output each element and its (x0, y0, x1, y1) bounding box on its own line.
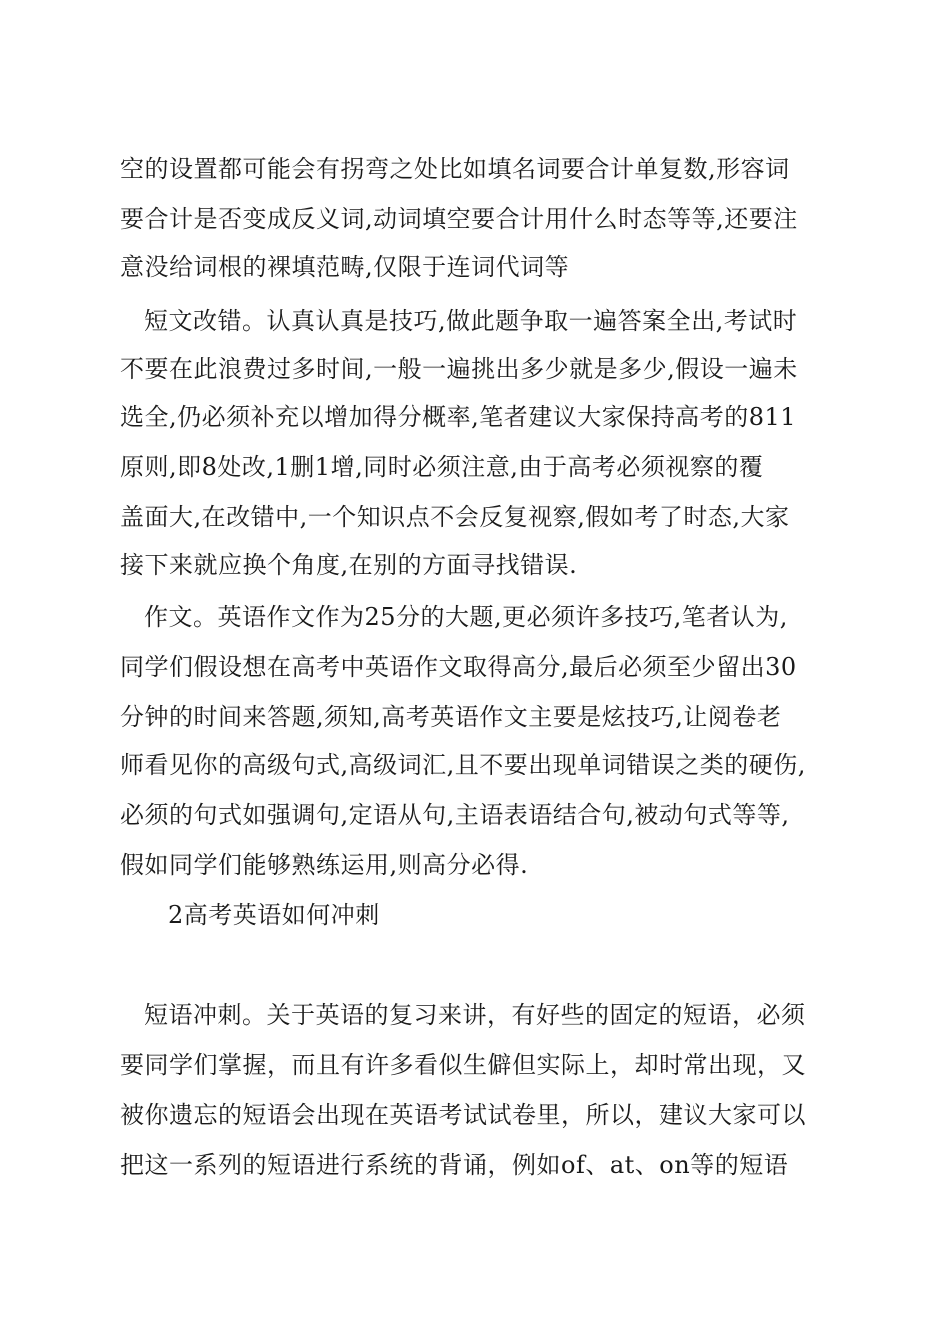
paragraph-start-line: 短文改错。认真认真是技巧,做此题争取一遍答案全出,考试时 (144, 307, 798, 335)
text-line: 接下来就应换个角度,在别的方面寻找错误. (120, 551, 578, 579)
paragraph-start-line: 短语冲刺。关于英语的复习来讲，有好些的固定的短语，必须 (144, 1001, 806, 1029)
text-line: 被你遗忘的短语会出现在英语考试试卷里，所以，建议大家可以 (120, 1101, 806, 1129)
section-heading: 2高考英语如何冲刺 (168, 901, 380, 929)
text-line: 盖面大,在改错中,一个知识点不会反复视察,假如考了时态,大家 (120, 503, 790, 531)
text-line: 师看见你的高级句式,高级词汇,且不要出现单词错误之类的硬伤, (120, 751, 806, 779)
text-line: 空的设置都可能会有拐弯之处比如填名词要合计单复数,形容词 (120, 155, 790, 183)
text-line: 假如同学们能够熟练运用,则高分必得. (120, 851, 529, 879)
text-line: 意没给词根的裸填范畴,仅限于连词代词等 (120, 253, 570, 281)
text-line: 要同学们掌握，而且有许多看似生僻但实际上，却时常出现，又 (120, 1051, 806, 1079)
text-line: 要合计是否变成反义词,动词填空要合计用什么时态等等,还要注 (120, 205, 798, 233)
text-line: 必须的句式如强调句,定语从句,主语表语结合句,被动句式等等, (120, 801, 790, 829)
text-line: 同学们假设想在高考中英语作文取得高分,最后必须至少留出30 (120, 653, 797, 681)
text-line: 把这一系列的短语进行系统的背诵，例如of、at、on等的短语 (120, 1151, 789, 1179)
text-line: 分钟的时间来答题,须知,高考英语作文主要是炫技巧,让阅卷老 (120, 703, 782, 731)
text-line: 选全,仍必须补充以增加得分概率,笔者建议大家保持高考的811 (120, 403, 797, 431)
text-line: 原则,即8处改,1删1增,同时必须注意,由于高考必须视察的覆 (120, 453, 764, 481)
text-line: 不要在此浪费过多时间,一般一遍挑出多少就是多少,假设一遍未 (120, 355, 798, 383)
paragraph-start-line: 作文。英语作文作为25分的大题,更必须许多技巧,笔者认为, (144, 603, 788, 631)
